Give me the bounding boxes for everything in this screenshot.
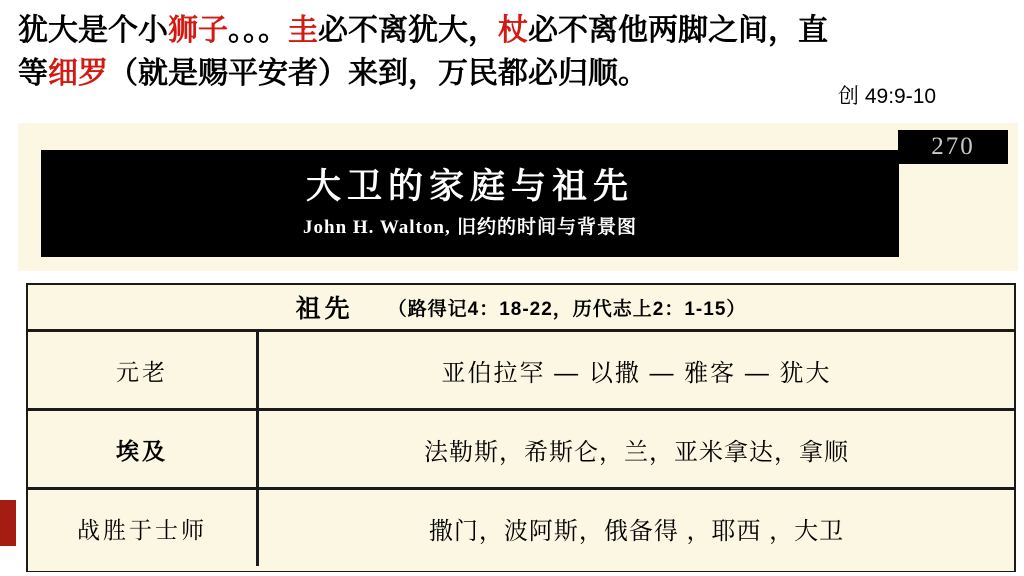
verse-text-4: 必不离他两脚之间，直 bbox=[528, 14, 828, 47]
table-row-names: 法勒斯，希斯仑，兰，亚米拿达，拿顺 bbox=[424, 438, 849, 466]
table-header-row bbox=[28, 285, 1014, 332]
page-number-badge: 270 bbox=[898, 130, 1008, 164]
verse-highlight-staff: 杖 bbox=[498, 14, 528, 47]
table-row-label: 埃及 bbox=[28, 411, 259, 487]
table-row bbox=[28, 490, 1014, 566]
verse-text-3: 必不离犹大， bbox=[318, 14, 498, 47]
verse-text-2: 。。。 bbox=[228, 14, 288, 47]
title-black-bar bbox=[41, 150, 899, 257]
table-row-names: 亚伯拉罕 — 以撒 — 雅客 — 犹大 bbox=[441, 359, 832, 387]
table-header-reference: （路得记4：18-22，历代志上2：1-15） bbox=[387, 298, 747, 320]
verse-line-1 bbox=[18, 10, 1008, 53]
genealogy-table bbox=[26, 283, 1016, 573]
verse-text-5: 等 bbox=[18, 56, 48, 90]
table-row bbox=[28, 411, 1014, 490]
scripture-verse-block bbox=[18, 10, 1008, 108]
verse-text-6: （就是赐平安者）来到，万民都必归顺。 bbox=[108, 56, 648, 90]
verse-reference: 创 49:9-10 bbox=[838, 85, 937, 108]
bottom-strip bbox=[0, 572, 1024, 576]
chart-subtitle bbox=[303, 212, 637, 239]
chart-subtitle-chinese: 旧约的时间与背景图 bbox=[456, 217, 637, 239]
table-row-label: 战胜于士师 bbox=[28, 490, 259, 566]
verse-highlight-scepter: 圭 bbox=[288, 14, 318, 47]
verse-text-1: 犹大是个小 bbox=[18, 14, 168, 47]
title-banner-card bbox=[18, 123, 1018, 271]
table-row-names: 撒门，波阿斯，俄备得 ，耶西 ，大卫 bbox=[428, 517, 845, 545]
table-header-title: 祖先 bbox=[295, 295, 354, 323]
table-row bbox=[28, 332, 1014, 411]
verse-highlight-shiloh: 细罗 bbox=[48, 56, 108, 90]
left-red-marker bbox=[0, 500, 16, 546]
table-row-label: 元老 bbox=[28, 332, 259, 408]
chart-subtitle-author: John H. Walton, bbox=[303, 217, 451, 239]
verse-highlight-lion: 狮子 bbox=[168, 14, 228, 47]
chart-title: 大卫的家庭与祖先 bbox=[305, 166, 634, 206]
